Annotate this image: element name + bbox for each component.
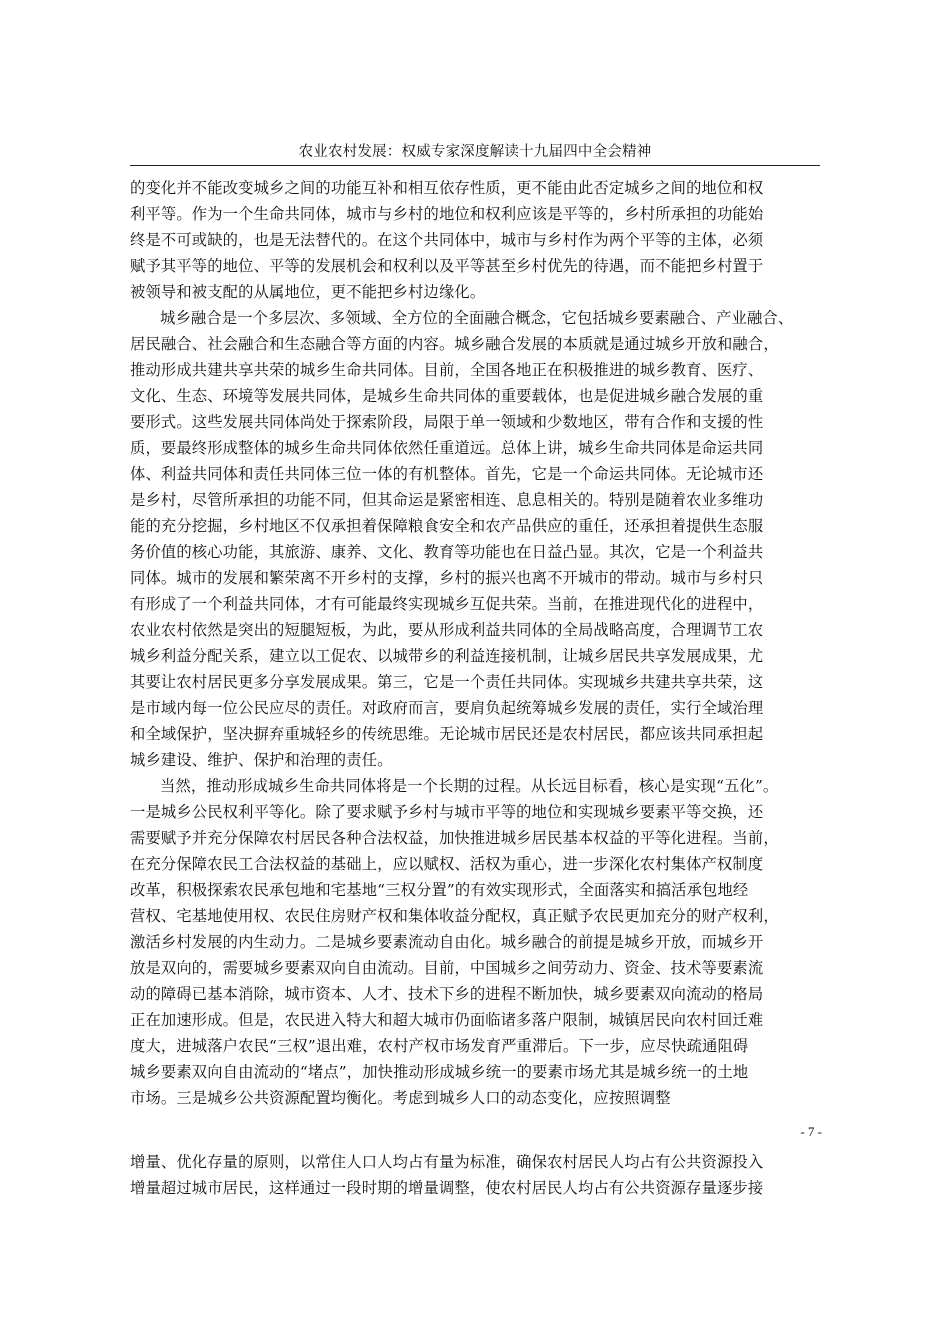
text-line: 一是城乡公民权利平等化。除了要求赋予乡村与城市平等的地位和实现城乡要素平等交换，还 xyxy=(130,803,764,821)
text-line: 同体。城市的发展和繁荣离不开乡村的支撑，乡村的振兴也离不开城市的带动。城市与乡村只 xyxy=(130,569,764,587)
paragraph-start: 当然，推动形成城乡生命共同体将是一个长期的过程。从长远目标看，核心是实现“五化”。 xyxy=(160,777,779,795)
text-line: 能的充分挖掘，乡村地区不仅承担着保障粮食安全和农产品供应的重任，还承担着提供生态服 xyxy=(130,517,764,535)
paragraph-start: 城乡融合是一个多层次、多领域、全方位的全面融合概念，它包括城乡要素融合、产业融合、 xyxy=(160,309,794,327)
text-line: 正在加速形成。但是，农民进入特大和超大城市仍面临诸多落户限制，城镇居民向农村回迁难 xyxy=(130,1011,764,1029)
text-line: 营权、宅基地使用权、农民住房财产权和集体收益分配权，真正赋予农民更加充分的财产权利， xyxy=(130,907,779,925)
text-line: 在充分保障农民工合法权益的基础上，应以赋权、活权为重心，进一步深化农村集体产权制度 xyxy=(130,855,764,873)
text-line: 推动形成共建共享共荣的城乡生命共同体。目前，全国各地正在积极推进的城乡教育、医疗、 xyxy=(130,361,764,379)
running-header: 农业农村发展：权威专家深度解读十九届四中全会精神 xyxy=(130,140,820,166)
text-line: 增量、优化存量的原则，以常住人口人均占有量为标准，确保农村居民人均占有公共资源投入 xyxy=(130,1153,764,1171)
text-line: 需要赋予并充分保障农村居民各种合法权益，加快推进城乡居民基本权益的平等化进程。当前， xyxy=(130,829,779,847)
text-line: 激活乡村发展的内生动力。二是城乡要素流动自由化。城乡融合的前提是城乡开放，而城乡开 xyxy=(130,933,764,951)
text-line: 城乡要素双向自由流动的“堵点”，加快推动形成城乡统一的要素市场尤其是城乡统一的土地 xyxy=(130,1063,749,1081)
text-line: 市场。三是城乡公共资源配置均衡化。考虑到城乡人口的动态变化，应按照调整 xyxy=(130,1089,671,1107)
text-line: 度大，进城落户农民“三权”退出难，农村产权市场发育严重滞后。下一步，应尽快疏通阻碍 xyxy=(130,1037,749,1055)
text-line: 动的障碍已基本消除，城市资本、人才、技术下乡的进程不断加快，城乡要素双向流动的格局 xyxy=(130,985,764,1003)
text-line: 改革，积极探索农民承包地和宅基地“三权分置”的有效实现形式，全面落实和搞活承包地经 xyxy=(130,881,749,899)
text-line: 放是双向的，需要城乡要素双向自由流动。目前，中国城乡之间劳动力、资金、技术等要素流 xyxy=(130,959,764,977)
text-line: 质，要最终形成整体的城乡生命共同体依然任重道远。总体上讲，城乡生命共同体是命运共同 xyxy=(130,439,764,457)
text-line: 居民融合、社会融合和生态融合等方面的内容。城乡融合发展的本质就是通过城乡开放和融合， xyxy=(130,335,779,353)
text-line: 终是不可或缺的，也是无法替代的。在这个共同体中，城市与乡村作为两个平等的主体，必须 xyxy=(130,231,764,249)
text-line: 增量超过城市居民，这样通过一段时期的增量调整，使农村居民人均占有公共资源存量逐步接 xyxy=(130,1179,764,1197)
text-line: 有形成了一个利益共同体，才有可能最终实现城乡互促共荣。当前，在推进现代化的进程中， xyxy=(130,595,764,613)
text-line: 文化、生态、环境等发展共同体，是城乡生命共同体的重要载体，也是促进城乡融合发展的重 xyxy=(130,387,764,405)
text-line: 利平等。作为一个生命共同体，城市与乡村的地位和权利应该是平等的，乡村所承担的功能始 xyxy=(130,205,764,223)
text-line: 赋予其平等的地位、平等的发展机会和权利以及平等甚至乡村优先的待遇，而不能把乡村置于 xyxy=(130,257,764,275)
text-line: 是市域内每一位公民应尽的责任。对政府而言，要肩负起统筹城乡发展的责任，实行全域治理 xyxy=(130,699,764,717)
text-line: 其要让农村居民更多分享发展成果。第三，它是一个责任共同体。实现城乡共建共享共荣，这 xyxy=(130,673,764,691)
text-line: 的变化并不能改变城乡之间的功能互补和相互依存性质，更不能由此否定城乡之间的地位和权 xyxy=(130,179,764,197)
text-line: 被领导和被支配的从属地位，更不能把乡村边缘化。 xyxy=(130,283,486,301)
text-line: 和全域保护，坚决摒弃重城轻乡的传统思维。无论城市居民还是农村居民，都应该共同承担起 xyxy=(130,725,764,743)
text-line: 体、利益共同体和责任共同体三位一体的有机整体。首先，它是一个命运共同体。无论城市还 xyxy=(130,465,764,483)
text-line: 城乡利益分配关系，建立以工促农、以城带乡的利益连接机制，让城乡居民共享发展成果，尤 xyxy=(130,647,764,665)
text-line: 农业农村依然是突出的短腿短板，为此，要从形成利益共同体的全局战略高度，合理调节工农 xyxy=(130,621,764,639)
text-line: 要形式。这些发展共同体尚处于探索阶段，局限于单一领域和少数地区，带有合作和支援的性 xyxy=(130,413,764,431)
text-line: 城乡建设、维护、保护和治理的责任。 xyxy=(130,751,393,769)
page-number: - 7 - xyxy=(800,1124,822,1139)
text-line: 是乡村，尽管所承担的功能不同，但其命运是紧密相连、息息相关的。特别是随着农业多维功 xyxy=(130,491,764,509)
text-line: 务价值的核心功能，其旅游、康养、文化、教育等功能也在日益凸显。其次，它是一个利益共 xyxy=(130,543,764,561)
